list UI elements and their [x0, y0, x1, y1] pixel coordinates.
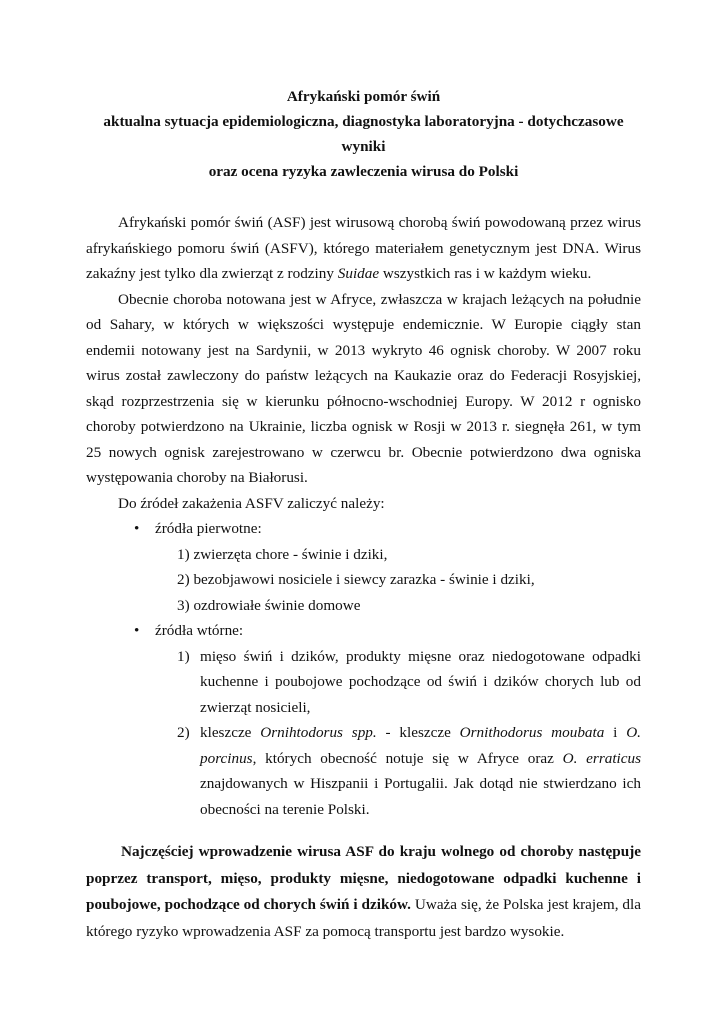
title-line-3: oraz ocena ryzyka zawleczenia wirusa do Polski — [208, 163, 519, 180]
bullet-icon: • — [134, 520, 140, 537]
paragraph-intro-italic: Suidae — [337, 265, 380, 282]
primary-sources-label: źródła pierwotne: — [155, 520, 262, 537]
item-italic-part: Ornithodorus moubata — [459, 724, 605, 741]
item-italic-part: O. porcinus — [200, 724, 641, 767]
paragraph-epidemiology: Obecnie choroba notowana jest w Afryce, zwłaszcza w krajach leżących na południe od Sahary, w których w większości występuje endemicznie. W Europie ciągły stan endemii notowany jest na Sardynii, w 2013 wykryto 46 ognisk choroby. W 2007 roku wirus został zawleczony do państw leżących na Kaukazie oraz do Federacji Rosyjskiej, skąd rozprzestrzenia się w kierunku północno-wschodniej Europy. W 2012 r ognisko choroby potwierdzono na Ukrainie, liczba ognisk w Rosji w 2013 r. siegnęła 261, w tym 25 nowych ognisk zarejestrowano w czerwcu br. Obecnie potwierdzono dwa ogniska występowania choroby na Białorusi. — [86, 290, 641, 486]
title-line-1: Afrykański pomór świń — [286, 88, 441, 105]
sources-list — [86, 516, 641, 822]
document-title — [86, 84, 641, 184]
item-text-part: , których obecność notuje się w Afryce oraz — [252, 749, 563, 767]
item-text-part: i — [604, 724, 627, 741]
list-item: 1) zwierzęta chore - świnie i dziki, — [177, 545, 388, 563]
list-item: 2) bezobjawowi nosiciele i siewcy zarazka - świnie i dziki, — [177, 571, 535, 588]
item-italic-part: Ornihtodorus spp. — [260, 724, 377, 741]
secondary-sources-label: źródła wtórne: — [155, 622, 244, 639]
bullet-icon: • — [134, 622, 140, 639]
secondary-item-ticks — [86, 720, 641, 822]
item-number: 2) — [177, 724, 190, 741]
item-number: 1) — [177, 647, 190, 665]
item-text: mięso świń i dzików, produkty mięsne oraz niedogotowane odpadki kuchenne i poubojowe pochodzące od świń i dzików chorych lub od zwierząt nosicieli, — [200, 647, 641, 716]
primary-sources-heading — [86, 516, 641, 542]
sources-intro: Do źródeł zakażenia ASFV zaliczyć należy: — [118, 494, 385, 512]
item-text-part: znajdowanych w Hiszpanii i Portugalii. Jak dotąd nie stwierdzano ich obecności na terenie Polski. — [200, 775, 641, 818]
primary-sources-list — [86, 542, 641, 619]
paragraph-intro — [86, 210, 641, 287]
document-body — [86, 210, 641, 945]
transmission-bold-text: Najczęściej wprowadzenie wirusa ASF do kraju wolnego od choroby następuje poprzez transport, mięso, produkty mięsne, niedogotowane odpadki kuchenne i poubojowe, pochodzące od chorych świń i dzików. — [86, 843, 641, 913]
item-text-part: - kleszcze — [376, 724, 460, 741]
item-text-part: kleszcze — [200, 724, 261, 741]
paragraph-transmission — [86, 839, 641, 945]
title-line-2: aktualna sytuacja epidemiologiczna, diagnostyka laboratoryjna - dotychczasowe wyniki — [103, 113, 624, 155]
paragraph-intro-text-a: Afrykański pomór świń (ASF) jest wirusową chorobą świń powodowaną przez wirus afrykańskiego pomoru świń (ASFV), którego materiałem genetycznym jest DNA. Wirus zakaźny jest tylko dla zwierząt z rodziny — [86, 214, 641, 282]
list-item: 3) ozdrowiałe świnie domowe — [177, 596, 361, 614]
secondary-item-meat — [86, 644, 641, 721]
paragraph-intro-text-b: wszystkich ras i w każdym wieku. — [379, 265, 592, 282]
item-italic-part: O. erraticus — [562, 749, 642, 767]
transmission-normal-text: Uważa się, że Polska jest krajem, dla którego ryzyko wprowadzenia ASF za pomocą transportu jest bardzo wysokie. — [86, 896, 641, 940]
secondary-sources-heading — [86, 618, 641, 644]
